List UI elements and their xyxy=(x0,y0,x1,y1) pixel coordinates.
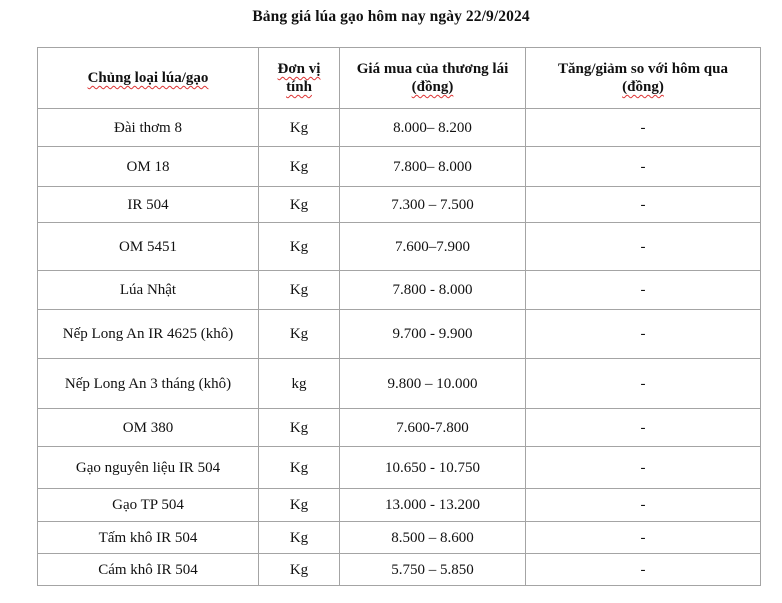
header-price xyxy=(340,48,526,109)
cell-price: 7.600-7.800 xyxy=(340,409,526,447)
table-row xyxy=(38,522,761,554)
table-row xyxy=(38,489,761,522)
cell-unit: Kg xyxy=(259,447,340,489)
cell-variety: Nếp Long An IR 4625 (khô) xyxy=(38,310,259,359)
cell-change: - xyxy=(526,223,761,271)
cell-price: 10.650 - 10.750 xyxy=(340,447,526,489)
header-change-line2: (đồng) xyxy=(622,79,664,95)
table-row xyxy=(38,359,761,409)
rice-price-table xyxy=(37,47,761,586)
cell-change: - xyxy=(526,147,761,187)
header-change-line1: Tăng/giảm so với hôm qua xyxy=(557,61,728,77)
cell-unit: Kg xyxy=(259,554,340,586)
cell-variety: OM 5451 xyxy=(38,223,259,271)
header-unit xyxy=(259,48,340,109)
cell-variety: OM 380 xyxy=(38,409,259,447)
cell-change: - xyxy=(526,489,761,522)
cell-unit: Kg xyxy=(259,409,340,447)
cell-price: 8.500 – 8.600 xyxy=(340,522,526,554)
cell-unit: Kg xyxy=(259,310,340,359)
cell-change: - xyxy=(526,554,761,586)
header-variety-label: Chủng loại lúa/gạo xyxy=(87,70,209,86)
cell-change: - xyxy=(526,109,761,147)
table-row xyxy=(38,447,761,489)
cell-change: - xyxy=(526,447,761,489)
cell-change: - xyxy=(526,359,761,409)
cell-price: 5.750 – 5.850 xyxy=(340,554,526,586)
cell-price: 9.700 - 9.900 xyxy=(340,310,526,359)
cell-unit: Kg xyxy=(259,187,340,223)
cell-price: 7.600–7.900 xyxy=(340,223,526,271)
document-title-text: Bảng giá lúa gạo hôm nay ngày 22/9/2024 xyxy=(252,8,530,25)
cell-change: - xyxy=(526,409,761,447)
cell-change: - xyxy=(526,187,761,223)
cell-variety: Gạo TP 504 xyxy=(38,489,259,522)
cell-unit: Kg xyxy=(259,271,340,310)
table-row xyxy=(38,271,761,310)
header-price-line2: (đồng) xyxy=(411,79,454,95)
cell-variety: Đài thơm 8 xyxy=(38,109,259,147)
cell-unit: Kg xyxy=(259,147,340,187)
cell-variety: Nếp Long An 3 tháng (khô) xyxy=(38,359,259,409)
cell-variety: Cám khô IR 504 xyxy=(38,554,259,586)
cell-variety: Gạo nguyên liệu IR 504 xyxy=(38,447,259,489)
table-row xyxy=(38,187,761,223)
table-row xyxy=(38,223,761,271)
header-change xyxy=(526,48,761,109)
table-row xyxy=(38,409,761,447)
table-header-row xyxy=(38,48,761,109)
cell-variety: Lúa Nhật xyxy=(38,271,259,310)
document-title xyxy=(0,7,782,27)
cell-unit: Kg xyxy=(259,223,340,271)
cell-price: 7.800– 8.000 xyxy=(340,147,526,187)
table-row xyxy=(38,109,761,147)
cell-unit: Kg xyxy=(259,489,340,522)
cell-price: 7.800 - 8.000 xyxy=(340,271,526,310)
cell-price: 13.000 - 13.200 xyxy=(340,489,526,522)
cell-price: 9.800 – 10.000 xyxy=(340,359,526,409)
cell-change: - xyxy=(526,271,761,310)
cell-price: 7.300 – 7.500 xyxy=(340,187,526,223)
cell-variety: IR 504 xyxy=(38,187,259,223)
cell-change: - xyxy=(526,310,761,359)
cell-unit: Kg xyxy=(259,522,340,554)
header-price-line1: Giá mua của thương lái xyxy=(356,61,509,77)
table-row xyxy=(38,554,761,586)
header-unit-line2: tính xyxy=(286,79,312,95)
table-row xyxy=(38,310,761,359)
table-row xyxy=(38,147,761,187)
cell-variety: OM 18 xyxy=(38,147,259,187)
cell-unit: kg xyxy=(259,359,340,409)
cell-unit: Kg xyxy=(259,109,340,147)
header-unit-line1: Đơn vị xyxy=(277,61,321,77)
cell-variety: Tấm khô IR 504 xyxy=(38,522,259,554)
header-variety xyxy=(38,48,259,109)
cell-price: 8.000– 8.200 xyxy=(340,109,526,147)
cell-change: - xyxy=(526,522,761,554)
